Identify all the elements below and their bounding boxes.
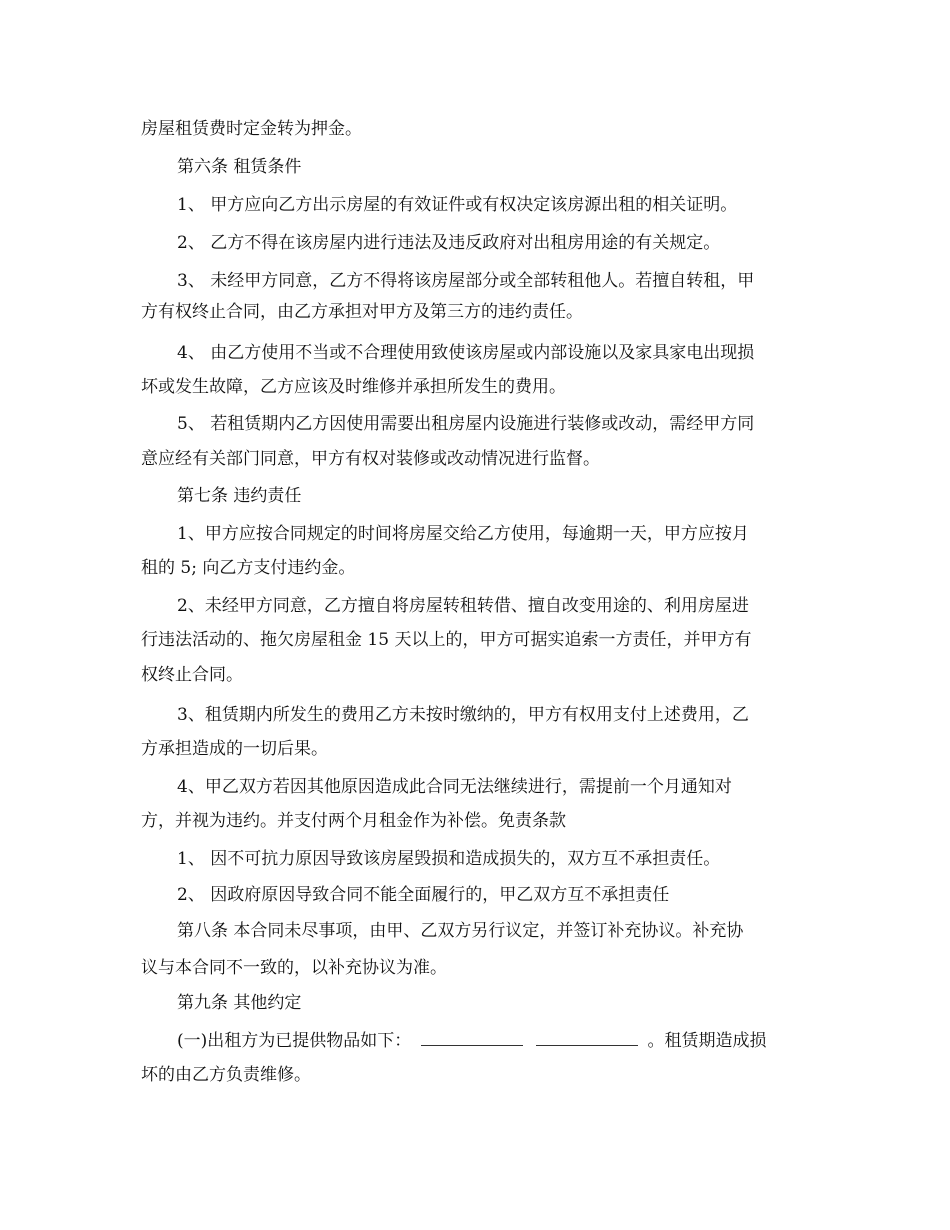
paragraph-line: 3、 未经甲方同意，乙方不得将该房屋部分或全部转租他人。若擅自转租，甲	[177, 271, 755, 291]
paragraph-line: 2、 因政府原因导致合同不能全面履行的，甲乙双方互不承担责任	[177, 885, 670, 905]
paragraph-line: 2、未经甲方同意，乙方擅自将房屋转租转借、擅自改变用途的、利用房屋进	[177, 596, 749, 616]
paragraph-line: 坏的由乙方负责维修。	[141, 1065, 311, 1085]
paragraph-line: 3、租赁期内所发生的费用乙方未按时缴纳的，甲方有权用支付上述费用，乙	[177, 705, 749, 725]
paragraph-line: 1、 甲方应向乙方出示房屋的有效证件或有权决定该房源出租的相关证明。	[177, 195, 738, 215]
paragraph-line: 1、甲方应按合同规定的时间将房屋交给乙方使用，每逾期一天，甲方应按月	[177, 524, 749, 544]
paragraph-line: 房屋租赁费时定金转为押金。	[141, 119, 362, 139]
paragraph-line: 坏或发生故障，乙方应该及时维修并承担所发生的费用。	[141, 377, 566, 397]
paragraph-line: 5、 若租赁期内乙方因使用需要出租房屋内设施进行装修或改动，需经甲方同	[177, 414, 755, 434]
section-heading-7: 第七条 违约责任	[177, 486, 302, 506]
paragraph-line: 权终止合同。	[141, 665, 243, 685]
paragraph-line: 2、 乙方不得在该房屋内进行违法及违反政府对出租房用途的有关规定。	[177, 233, 721, 253]
fill-in-prefix: (一)出租方为已提供物品如下：	[177, 1031, 412, 1051]
section-heading-8: 第八条 本合同未尽事项，由甲、乙双方另行议定，并签订补充协议。补充协	[177, 921, 744, 941]
blank-field-1[interactable]	[421, 1031, 523, 1046]
section-heading-6: 第六条 租赁条件	[177, 157, 302, 177]
paragraph-line: 4、 由乙方使用不当或不合理使用致使该房屋或内部设施以及家具家电出现损	[177, 343, 755, 363]
fill-in-paragraph	[0, 1030, 950, 1052]
paragraph-line: 行违法活动的、拖欠房屋租金 15 天以上的，甲方可据实追索一方责任，并甲方有	[141, 630, 752, 650]
paragraph-line: 方有权终止合同，由乙方承担对甲方及第三方的违约责任。	[141, 302, 583, 322]
section-heading-9: 第九条 其他约定	[177, 993, 302, 1013]
paragraph-line: 1、 因不可抗力原因导致该房屋毁损和造成损失的，双方互不承担责任。	[177, 849, 721, 869]
blank-field-2[interactable]	[536, 1031, 638, 1046]
paragraph-line: 议与本合同不一致的，以补充协议为准。	[141, 958, 447, 978]
fill-in-suffix: 。租赁期造成损	[647, 1031, 767, 1051]
paragraph-line: 方承担造成的一切后果。	[141, 739, 328, 759]
paragraph-line: 意应经有关部门同意，甲方有权对装修或改动情况进行监督。	[141, 449, 600, 469]
paragraph-line: 租的 5; 向乙方支付违约金。	[141, 558, 356, 578]
paragraph-line: 方，并视为违约。并支付两个月租金作为补偿。免责条款	[141, 811, 566, 831]
paragraph-line: 4、甲乙双方若因其他原因造成此合同无法继续进行，需提前一个月通知对	[177, 777, 732, 797]
